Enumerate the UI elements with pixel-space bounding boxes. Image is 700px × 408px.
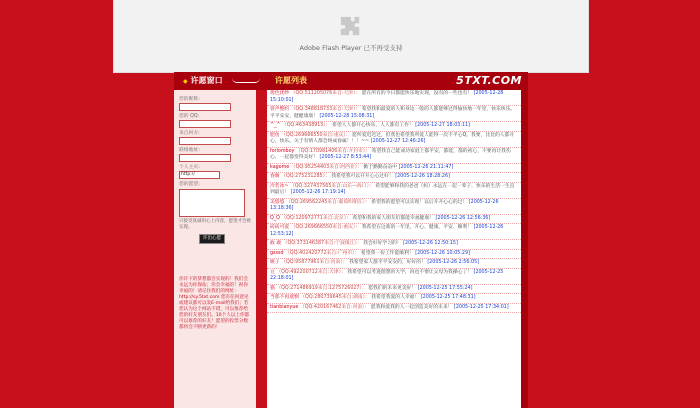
wish-text: 我希望在这新的一年里，开心、健康、平安、顺利！: [361, 225, 473, 230]
wish-author-name[interactable]: 曾声整约: [270, 107, 290, 112]
wish-author-meta: （QQ:269666550来自:重庆）：: [290, 225, 361, 230]
wish-author-name[interactable]: kagome: [270, 164, 290, 170]
wish-text: 我希望我爱的人幸福！: [371, 295, 420, 300]
wish-author-name[interactable]: 敢 敢: [270, 241, 282, 246]
wish-date: [2005-12-26 18:28:26]: [395, 174, 450, 179]
wish-entry: [267, 224, 521, 240]
qq-field[interactable]: [179, 120, 231, 128]
wish-author-meta: （QQ:280739645来自:湖南）：: [300, 295, 370, 300]
wish-author-name[interactable]: forlomboy: [270, 148, 295, 154]
plugin-puzzle-icon: [339, 15, 361, 37]
wish-author-name[interactable]: Q_Q: [270, 215, 280, 221]
wish-date: [2005-12-28 15:08:31]: [319, 113, 375, 119]
qq-label: 您的 QQ:: [179, 114, 200, 119]
wish-author-name[interactable]: gsssd: [270, 250, 284, 256]
wish-author-name[interactable]: tianbianyue: [270, 304, 299, 310]
wish-entry: [267, 132, 521, 148]
location-field[interactable]: [179, 137, 231, 145]
wish-author-name[interactable]: 猫: [270, 285, 275, 291]
wish-author-name[interactable]: ^_^: [270, 123, 281, 128]
wish-window-title: ◆ 许愿窗口: [183, 75, 223, 86]
wish-author-meta: （QQ:420167462来自:河南）：: [299, 304, 370, 310]
wish-text: 我希望我可以开开心心过好！: [331, 174, 394, 179]
wish-date: [2005-12-26 10:05:29]: [415, 250, 470, 256]
wish-entry: [267, 215, 521, 225]
wish-form-panel: [174, 90, 256, 408]
wish-text: 希望人人都开心快乐，人人都有工作！: [332, 123, 414, 128]
wish-author-meta: （QQ:271486919来自:1275726027）：: [276, 285, 367, 291]
wish-date: [2005-12-25 22:18:01]: [270, 269, 504, 281]
wish-date: [2005-12-28 15:10:01]: [270, 91, 504, 103]
wish-entry: [267, 250, 521, 260]
wish-author-meta: （QQ:348818733来自:天津）：: [290, 107, 361, 112]
wish-text: 希望我和最爱的人和身边一般的人都能够过得愉快地一年里，快乐快乐。平平安安，健健康康！: [270, 107, 516, 119]
wish-entry: [267, 240, 521, 250]
wish-date: [2005-12-25 17:55:24]: [417, 285, 473, 291]
wish-author-name[interactable]: 映子: [270, 260, 280, 265]
wish-author-meta: （QQ:95254403来自:阿西亚）：: [290, 164, 362, 170]
wish-entry: [267, 148, 521, 164]
wish-date: [2005-12-26 2:56:05]: [427, 260, 479, 265]
wish-date: [2005-12-25 17:34:01]: [453, 304, 509, 310]
wish-entry: [267, 183, 521, 199]
wish-text: 我希望家人都平平安安的，好好的！: [349, 260, 426, 265]
wish-text: 愿我和爱我的人一起创造美好的未来！: [370, 304, 453, 310]
wish-author-meta: （QQ:373146387来自:宁波镇江）：: [282, 241, 362, 246]
wish-entry: [267, 173, 521, 183]
wish-text: 希望我自己能成功家庭上都平安，都能，都的初心，不要再让我伤心，一起都变得美好！: [270, 148, 511, 160]
wish-date: [2005-12-27 8:53:44]: [319, 155, 372, 160]
wish-author-name[interactable]: 美悠悠: [270, 199, 285, 205]
wish-author-meta: （QQ:511205076来自:天津）：: [290, 91, 361, 96]
wish-date: [2005-12-26 21:11:47]: [398, 164, 454, 170]
wish-entry: [267, 304, 521, 314]
wish-author-meta: （QQ:269562245来自:葡萄明朝在）：: [285, 199, 370, 205]
wish-author-name[interactable]: 冷若冰~: [270, 183, 289, 189]
contact-field[interactable]: [179, 154, 231, 162]
site-logo: 5TXT.COM: [456, 74, 522, 87]
wish-entry: [267, 294, 521, 304]
flash-message: Adobe Flash Player 已不再受支持: [299, 44, 403, 52]
wish-text: 希望我的愿望可以实现！以后开开心心的过！: [371, 199, 468, 205]
header-ornament: [232, 78, 260, 83]
wish-list-title: 许愿列表: [275, 76, 307, 85]
wish-author-meta: （QQ:269666550来自:重庆）：: [281, 132, 351, 138]
wish-author-name[interactable]: 砖砖可爱: [270, 225, 290, 230]
submit-wish-button[interactable]: 许出心愿: [199, 234, 225, 244]
wish-date: [2005-12-26 13:18:36]: [270, 199, 499, 211]
wish-author-name[interactable]: 豆: [270, 269, 275, 275]
wish-text: 愿我们的未来更美好！: [368, 285, 417, 291]
wish-author-meta: （QQ:95877961来自:河南）：: [281, 260, 348, 265]
wish-form: [179, 94, 253, 244]
wish-date: [2005-12-27 12:46:26]: [370, 139, 426, 144]
wish-entry: [267, 122, 521, 132]
wish-author-name[interactable]: 肥鱼: [270, 132, 280, 138]
wish-entry: [267, 285, 521, 295]
homepage-field[interactable]: http://: [179, 171, 220, 179]
wish-textarea[interactable]: [179, 189, 245, 217]
wish-date: [2005-12-26 17:19:14]: [290, 190, 346, 195]
right-border: [521, 90, 528, 408]
wish-date: [2005-12-25 17:48:31]: [420, 295, 476, 300]
wish-author-meta: （QQ:492200712来自:天津）：: [276, 269, 346, 275]
wish-author-name[interactable]: 当那不再迷惘: [270, 295, 299, 300]
wish-text: 勤于勤勤奋奋中: [363, 164, 398, 170]
wish-author-name[interactable]: 春晴: [270, 174, 280, 179]
wish-text: 希望我一份工作能顺利！: [360, 250, 414, 256]
wish-entry: [267, 269, 521, 285]
wish-entry: [267, 90, 521, 106]
site-info-text: 你许下的梦想都会实现的！我们会永远为你保佑；你会幸福的！祝你幸福的！请记住我们的网址：http://sy.5txt.com 您有任何意见或建议都可以发E-mail给我们；若您认为这个网站不错，可以推荐给您的好友朋友们。10个人以上你都可以推荐的好友！愿望的投票分数都将会不断更新的！: [179, 277, 250, 330]
wish-date: [2005-12-26 12:50:15]: [403, 241, 458, 246]
flash-placeholder: [113, 0, 589, 73]
wish-entry: [267, 259, 521, 269]
wish-entry: [267, 199, 521, 215]
wish-date: [2005-12-26 12:53:12]: [270, 225, 504, 237]
nickname-label: 您的昵称:: [179, 97, 200, 102]
wish-text: 我希望可以考进理想的大学，再也不要让父母为我操心了！: [347, 269, 473, 275]
contact-label: 联络地址:: [179, 148, 200, 153]
wish-date: [2005-12-27 18:03:11]: [415, 123, 470, 128]
wish-author-meta: （QQ:463438915）：: [281, 123, 331, 128]
wish-text: 我会好好学习的！: [363, 241, 402, 246]
wish-author-meta: （QQ:402420772来自:广州市）：: [285, 250, 360, 256]
column-gap: [256, 90, 267, 408]
wish-text: 愿所爱迟迟过，但我也希望我所爱人能得一次不平心Q。我要，比比的人都开心，快乐。关于有情人都会终成眷属！！！~~: [270, 132, 515, 144]
wish-author-meta: （QQ:275231285）：: [281, 174, 330, 179]
wish-entry: [267, 164, 521, 174]
wish-author-meta: （QQ:327437565来自:山东—海口）：: [289, 183, 374, 189]
wish-author-meta: （QQ:120972771来自:北京）：: [281, 215, 351, 221]
wish-text: 愿在所有的今日都能快乐地实现，没有的一些也有！: [361, 91, 473, 96]
header-bar: [174, 72, 528, 90]
wish-date: [2005-12-26 12:56:36]: [435, 215, 491, 221]
wish-list: [267, 90, 521, 408]
form-note: 只接受真诚用心上内容，愿望才会被实现。: [179, 219, 251, 230]
wish-entry: [267, 106, 521, 122]
nickname-field[interactable]: [179, 103, 231, 111]
wish-author-name[interactable]: 倩色优纱: [270, 91, 290, 96]
wish-text: 希望和我的家人朋友们都能幸福健康！: [352, 215, 435, 221]
wish-text: 希望能够和我的爸爸（妈）永远在一起一辈子，快乐的生活一生直到最后！: [270, 183, 515, 195]
wish-author-meta: （QQ:170981406来自:开封市）：: [295, 148, 371, 154]
wish-label: 您的愿望:: [179, 182, 200, 187]
homepage-label: 个人主页:: [179, 165, 200, 170]
location-label: 来自何方:: [179, 131, 200, 136]
